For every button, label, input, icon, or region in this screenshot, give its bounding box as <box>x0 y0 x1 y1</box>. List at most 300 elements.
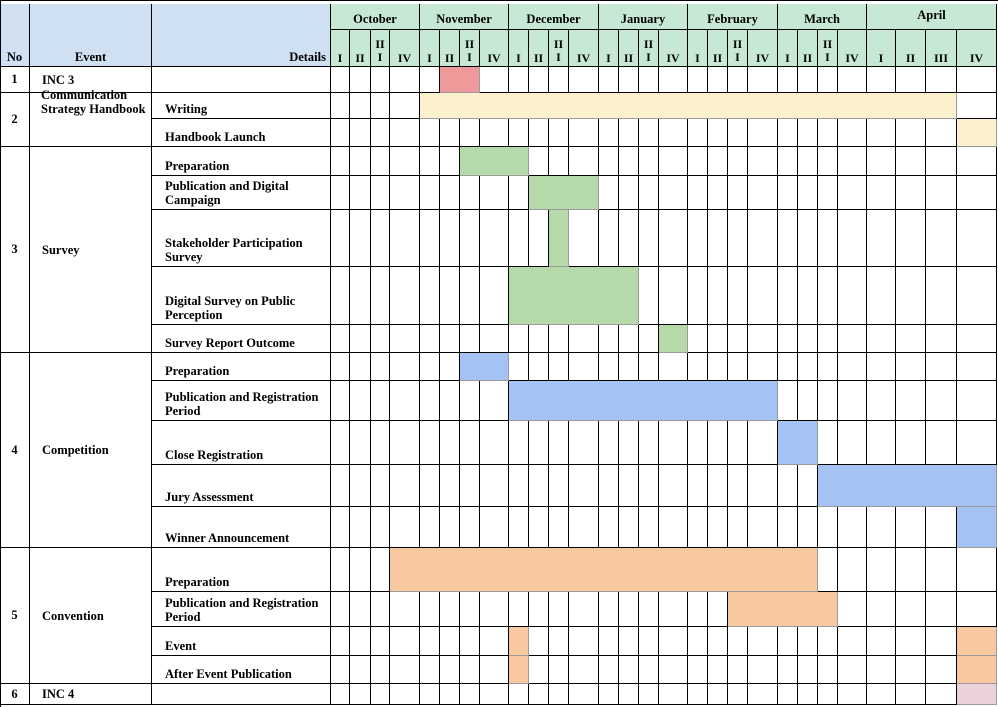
grid-cell <box>529 147 549 176</box>
grid-cell <box>748 210 778 267</box>
grid-cell <box>350 267 371 325</box>
grid-cell <box>896 176 926 210</box>
grid-cell <box>480 176 509 210</box>
month-header-april <box>867 4 997 30</box>
grid-cell <box>371 353 390 381</box>
grid-cell <box>599 67 619 93</box>
grid-cell <box>350 421 371 465</box>
grid-cell <box>778 353 798 381</box>
grid-cell <box>529 421 549 465</box>
grid-cell <box>838 592 867 627</box>
grid-cell <box>838 381 867 421</box>
grid-cell <box>569 210 599 267</box>
grid-cell <box>420 684 440 705</box>
grid-cell <box>639 325 659 353</box>
grid-cell <box>639 267 659 325</box>
grid-cell <box>688 210 708 267</box>
grid-cell <box>549 592 569 627</box>
grid-cell <box>748 656 778 684</box>
grid-cell <box>509 210 529 267</box>
grid-cell <box>599 656 619 684</box>
grid-cell <box>569 656 599 684</box>
grid-cell <box>569 684 599 705</box>
grid-cell <box>778 67 798 93</box>
group-number <box>0 147 30 353</box>
grid-cell <box>896 267 926 325</box>
grid-cell <box>460 592 480 627</box>
grid-cell <box>569 421 599 465</box>
grid-cell <box>728 353 748 381</box>
grid-cell <box>529 119 549 147</box>
grid-cell <box>708 353 728 381</box>
grid-cell <box>460 325 480 353</box>
grid-cell <box>688 147 708 176</box>
grid-cell <box>390 421 420 465</box>
grid-cell <box>420 592 440 627</box>
grid-cell <box>748 353 778 381</box>
grid-cell <box>748 465 778 507</box>
grid-cell <box>838 119 867 147</box>
header-event-label: Event <box>74 50 107 64</box>
grid-cell <box>728 507 748 548</box>
group-event-label: Convention <box>42 608 104 623</box>
grid-cell <box>926 656 957 684</box>
gantt-bar-competition <box>509 381 778 421</box>
grid-cell <box>420 465 440 507</box>
grid-cell <box>509 119 529 147</box>
grid-cell <box>748 147 778 176</box>
grid-cell <box>639 507 659 548</box>
detail-label: Digital Survey on Public Perception <box>165 294 296 322</box>
grid-cell <box>867 381 896 421</box>
grid-cell <box>818 267 838 325</box>
week-header <box>688 30 708 67</box>
grid-cell <box>350 325 371 353</box>
grid-cell <box>549 67 569 93</box>
grid-cell <box>390 119 420 147</box>
grid-cell <box>619 421 639 465</box>
grid-cell <box>778 656 798 684</box>
grid-cell <box>331 67 350 93</box>
grid-cell <box>818 507 838 548</box>
grid-cell <box>639 67 659 93</box>
grid-cell <box>708 119 728 147</box>
grid-cell <box>371 267 390 325</box>
group-number <box>0 93 30 147</box>
gantt-bar-convention <box>509 627 529 656</box>
grid-cell <box>549 119 569 147</box>
grid-cell <box>867 592 896 627</box>
grid-cell <box>420 267 440 325</box>
detail-label: Jury Assessment <box>165 490 254 504</box>
grid-cell <box>599 592 619 627</box>
grid-cell <box>371 176 390 210</box>
grid-cell <box>957 176 997 210</box>
grid-cell <box>529 627 549 656</box>
gantt-bar-survey <box>460 147 529 176</box>
grid-cell <box>460 267 480 325</box>
grid-cell <box>838 147 867 176</box>
week-label: II <box>712 51 723 65</box>
week-header <box>896 30 926 67</box>
grid-cell <box>639 684 659 705</box>
grid-cell <box>728 325 748 353</box>
grid-cell <box>838 325 867 353</box>
grid-cell <box>440 381 460 421</box>
grid-cell <box>818 627 838 656</box>
grid-cell <box>350 627 371 656</box>
grid-cell <box>896 353 926 381</box>
grid-cell <box>748 684 778 705</box>
grid-cell <box>390 656 420 684</box>
grid-cell <box>778 176 798 210</box>
grid-cell <box>529 353 549 381</box>
group-event-label: Competition <box>42 443 109 457</box>
grid-cell <box>798 507 818 548</box>
grid-cell <box>659 67 688 93</box>
grid-cell <box>778 325 798 353</box>
group-event <box>30 147 152 353</box>
grid-cell <box>480 421 509 465</box>
group-event <box>30 353 152 548</box>
group-number-label: 6 <box>11 686 18 701</box>
grid-cell <box>896 507 926 548</box>
grid-cell <box>708 176 728 210</box>
detail-cell <box>152 507 331 548</box>
grid-cell <box>619 507 639 548</box>
detail-cell <box>152 67 331 93</box>
grid-cell <box>619 67 639 93</box>
header-no-label: No <box>6 50 23 64</box>
grid-cell <box>659 656 688 684</box>
week-label: III <box>822 37 833 64</box>
week-header <box>957 30 997 67</box>
detail-cell <box>152 210 331 267</box>
grid-cell <box>688 592 708 627</box>
grid-cell <box>371 381 390 421</box>
grid-cell <box>798 210 818 267</box>
gantt-bar-convention <box>728 592 838 627</box>
grid-cell <box>371 656 390 684</box>
week-label: IV <box>487 51 501 65</box>
grid-cell <box>838 548 867 592</box>
grid-cell <box>331 592 350 627</box>
grid-cell <box>688 684 708 705</box>
grid-cell <box>331 548 350 592</box>
gantt-bar-competition <box>778 421 818 465</box>
group-number <box>0 67 30 93</box>
grid-cell <box>926 627 957 656</box>
month-header-january <box>599 4 688 30</box>
grid-cell <box>549 421 569 465</box>
grid-cell <box>599 421 619 465</box>
week-header <box>708 30 728 67</box>
grid-cell <box>926 147 957 176</box>
week-header <box>778 30 798 67</box>
month-label: January <box>620 12 666 26</box>
month-header-november <box>420 4 509 30</box>
grid-cell <box>331 381 350 421</box>
detail-cell <box>152 627 331 656</box>
grid-cell <box>460 656 480 684</box>
week-header <box>619 30 639 67</box>
grid-cell <box>350 353 371 381</box>
grid-cell <box>350 507 371 548</box>
detail-cell <box>152 381 331 421</box>
grid-cell <box>480 656 509 684</box>
grid-cell <box>957 325 997 353</box>
gantt-bar-convention <box>957 656 997 684</box>
grid-cell <box>420 210 440 267</box>
grid-cell <box>390 210 420 267</box>
week-label: II <box>444 51 455 65</box>
week-label: I <box>878 51 884 65</box>
grid-cell <box>798 684 818 705</box>
grid-cell <box>529 67 549 93</box>
grid-cell <box>838 627 867 656</box>
grid-cell <box>331 210 350 267</box>
grid-cell <box>440 210 460 267</box>
grid-cell <box>688 119 708 147</box>
grid-cell <box>569 147 599 176</box>
grid-cell <box>509 176 529 210</box>
grid-cell <box>778 147 798 176</box>
grid-cell <box>728 147 748 176</box>
grid-cell <box>509 507 529 548</box>
week-header <box>480 30 509 67</box>
grid-cell <box>867 548 896 592</box>
grid-cell <box>818 67 838 93</box>
grid-cell <box>331 684 350 705</box>
grid-cell <box>390 507 420 548</box>
grid-cell <box>926 67 957 93</box>
grid-cell <box>926 325 957 353</box>
grid-cell <box>569 353 599 381</box>
group-event <box>30 684 152 705</box>
detail-label: Preparation <box>165 159 230 173</box>
month-header-february <box>688 4 778 30</box>
grid-cell <box>728 684 748 705</box>
week-header <box>639 30 659 67</box>
grid-cell <box>926 592 957 627</box>
grid-cell <box>926 507 957 548</box>
grid-cell <box>798 381 818 421</box>
grid-cell <box>798 176 818 210</box>
grid-cell <box>599 465 619 507</box>
grid-cell <box>569 119 599 147</box>
week-label: I <box>785 51 790 65</box>
header-details-label: Details <box>289 50 326 64</box>
grid-cell <box>420 656 440 684</box>
grid-cell <box>926 381 957 421</box>
week-label: IV <box>755 51 770 65</box>
detail-label: Publication and Registration Period <box>165 596 319 624</box>
grid-cell <box>480 67 509 93</box>
grid-cell <box>440 147 460 176</box>
grid-cell <box>549 656 569 684</box>
group-number <box>0 548 30 684</box>
grid-cell <box>420 421 440 465</box>
grid-cell <box>818 119 838 147</box>
grid-cell <box>420 147 440 176</box>
grid-cell <box>331 93 350 119</box>
grid-cell <box>529 684 549 705</box>
grid-cell <box>778 627 798 656</box>
grid-cell <box>549 507 569 548</box>
grid-cell <box>549 325 569 353</box>
grid-cell <box>619 176 639 210</box>
grid-cell <box>708 325 728 353</box>
gantt-bar-convention <box>390 548 818 592</box>
grid-cell <box>818 325 838 353</box>
grid-cell <box>569 67 599 93</box>
week-label: I <box>606 51 611 65</box>
grid-cell <box>798 267 818 325</box>
grid-cell <box>549 684 569 705</box>
detail-cell <box>152 325 331 353</box>
grid-cell <box>778 507 798 548</box>
grid-cell <box>708 267 728 325</box>
grid-cell <box>549 465 569 507</box>
grid-cell <box>867 684 896 705</box>
grid-cell <box>529 656 549 684</box>
grid-cell <box>639 176 659 210</box>
grid-cell <box>480 465 509 507</box>
grid-cell <box>371 684 390 705</box>
grid-cell <box>926 548 957 592</box>
grid-cell <box>331 267 350 325</box>
grid-cell <box>838 507 867 548</box>
grid-cell <box>460 684 480 705</box>
grid-cell <box>867 656 896 684</box>
grid-cell <box>371 627 390 656</box>
grid-cell <box>957 548 997 592</box>
grid-cell <box>529 592 549 627</box>
month-header-october <box>331 4 420 30</box>
grid-cell <box>957 147 997 176</box>
grid-cell <box>420 381 440 421</box>
gantt-bar-handbook <box>957 119 997 147</box>
grid-cell <box>420 353 440 381</box>
grid-cell <box>708 592 728 627</box>
grid-cell <box>688 67 708 93</box>
grid-cell <box>480 592 509 627</box>
grid-cell <box>926 684 957 705</box>
grid-cell <box>390 176 420 210</box>
grid-cell <box>896 67 926 93</box>
week-label: IV <box>666 51 680 65</box>
grid-cell <box>371 592 390 627</box>
grid-cell <box>926 119 957 147</box>
grid-cell <box>460 421 480 465</box>
grid-cell <box>350 67 371 93</box>
grid-cell <box>509 465 529 507</box>
grid-cell <box>896 548 926 592</box>
grid-cell <box>331 119 350 147</box>
grid-cell <box>778 381 798 421</box>
gantt-bar-inc <box>440 67 480 93</box>
grid-cell <box>728 656 748 684</box>
grid-cell <box>599 210 619 267</box>
grid-cell <box>619 627 639 656</box>
grid-cell <box>390 325 420 353</box>
detail-label: Writing <box>165 102 208 116</box>
grid-cell <box>569 507 599 548</box>
grid-cell <box>619 325 639 353</box>
grid-cell <box>420 507 440 548</box>
group-event-label: Communication Strategy Handbook <box>41 88 146 116</box>
grid-cell <box>440 465 460 507</box>
grid-cell <box>390 267 420 325</box>
grid-cell <box>728 465 748 507</box>
detail-cell <box>152 176 331 210</box>
grid-cell <box>480 684 509 705</box>
grid-cell <box>440 592 460 627</box>
detail-cell <box>152 119 331 147</box>
week-label: I <box>695 51 700 65</box>
grid-cell <box>896 421 926 465</box>
grid-cell <box>818 210 838 267</box>
detail-label: Publication and Digital Campaign <box>165 179 289 207</box>
grid-cell <box>659 176 688 210</box>
week-label: I <box>427 51 432 65</box>
grid-cell <box>818 656 838 684</box>
grid-cell <box>798 656 818 684</box>
grid-cell <box>867 67 896 93</box>
grid-cell <box>331 627 350 656</box>
grid-cell <box>778 684 798 705</box>
grid-cell <box>480 210 509 267</box>
grid-cell <box>728 176 748 210</box>
month-header-march <box>778 4 867 30</box>
grid-cell <box>440 353 460 381</box>
grid-cell <box>867 147 896 176</box>
grid-cell <box>688 507 708 548</box>
month-label: February <box>707 12 758 26</box>
detail-cell <box>152 548 331 592</box>
grid-cell <box>926 353 957 381</box>
grid-cell <box>688 421 708 465</box>
month-label: October <box>353 12 397 26</box>
week-label: III <box>933 51 948 65</box>
month-label: April <box>917 8 946 22</box>
grid-cell <box>639 210 659 267</box>
grid-cell <box>549 353 569 381</box>
grid-cell <box>867 507 896 548</box>
detail-label: Publication and Registration Period <box>165 390 319 418</box>
grid-cell <box>460 119 480 147</box>
grid-cell <box>529 325 549 353</box>
grid-cell <box>688 325 708 353</box>
group-number-label: 2 <box>11 112 18 126</box>
grid-cell <box>748 119 778 147</box>
grid-cell <box>440 627 460 656</box>
week-label: III <box>732 37 743 64</box>
grid-cell <box>619 592 639 627</box>
gantt-bar-convention <box>509 656 529 684</box>
week-header <box>748 30 778 67</box>
grid-cell <box>896 210 926 267</box>
grid-cell <box>688 627 708 656</box>
group-number-label: 3 <box>11 242 18 256</box>
grid-cell <box>896 656 926 684</box>
grid-cell <box>867 353 896 381</box>
week-header <box>509 30 529 67</box>
grid-cell <box>390 147 420 176</box>
grid-cell <box>838 656 867 684</box>
grid-cell <box>659 684 688 705</box>
grid-cell <box>440 421 460 465</box>
